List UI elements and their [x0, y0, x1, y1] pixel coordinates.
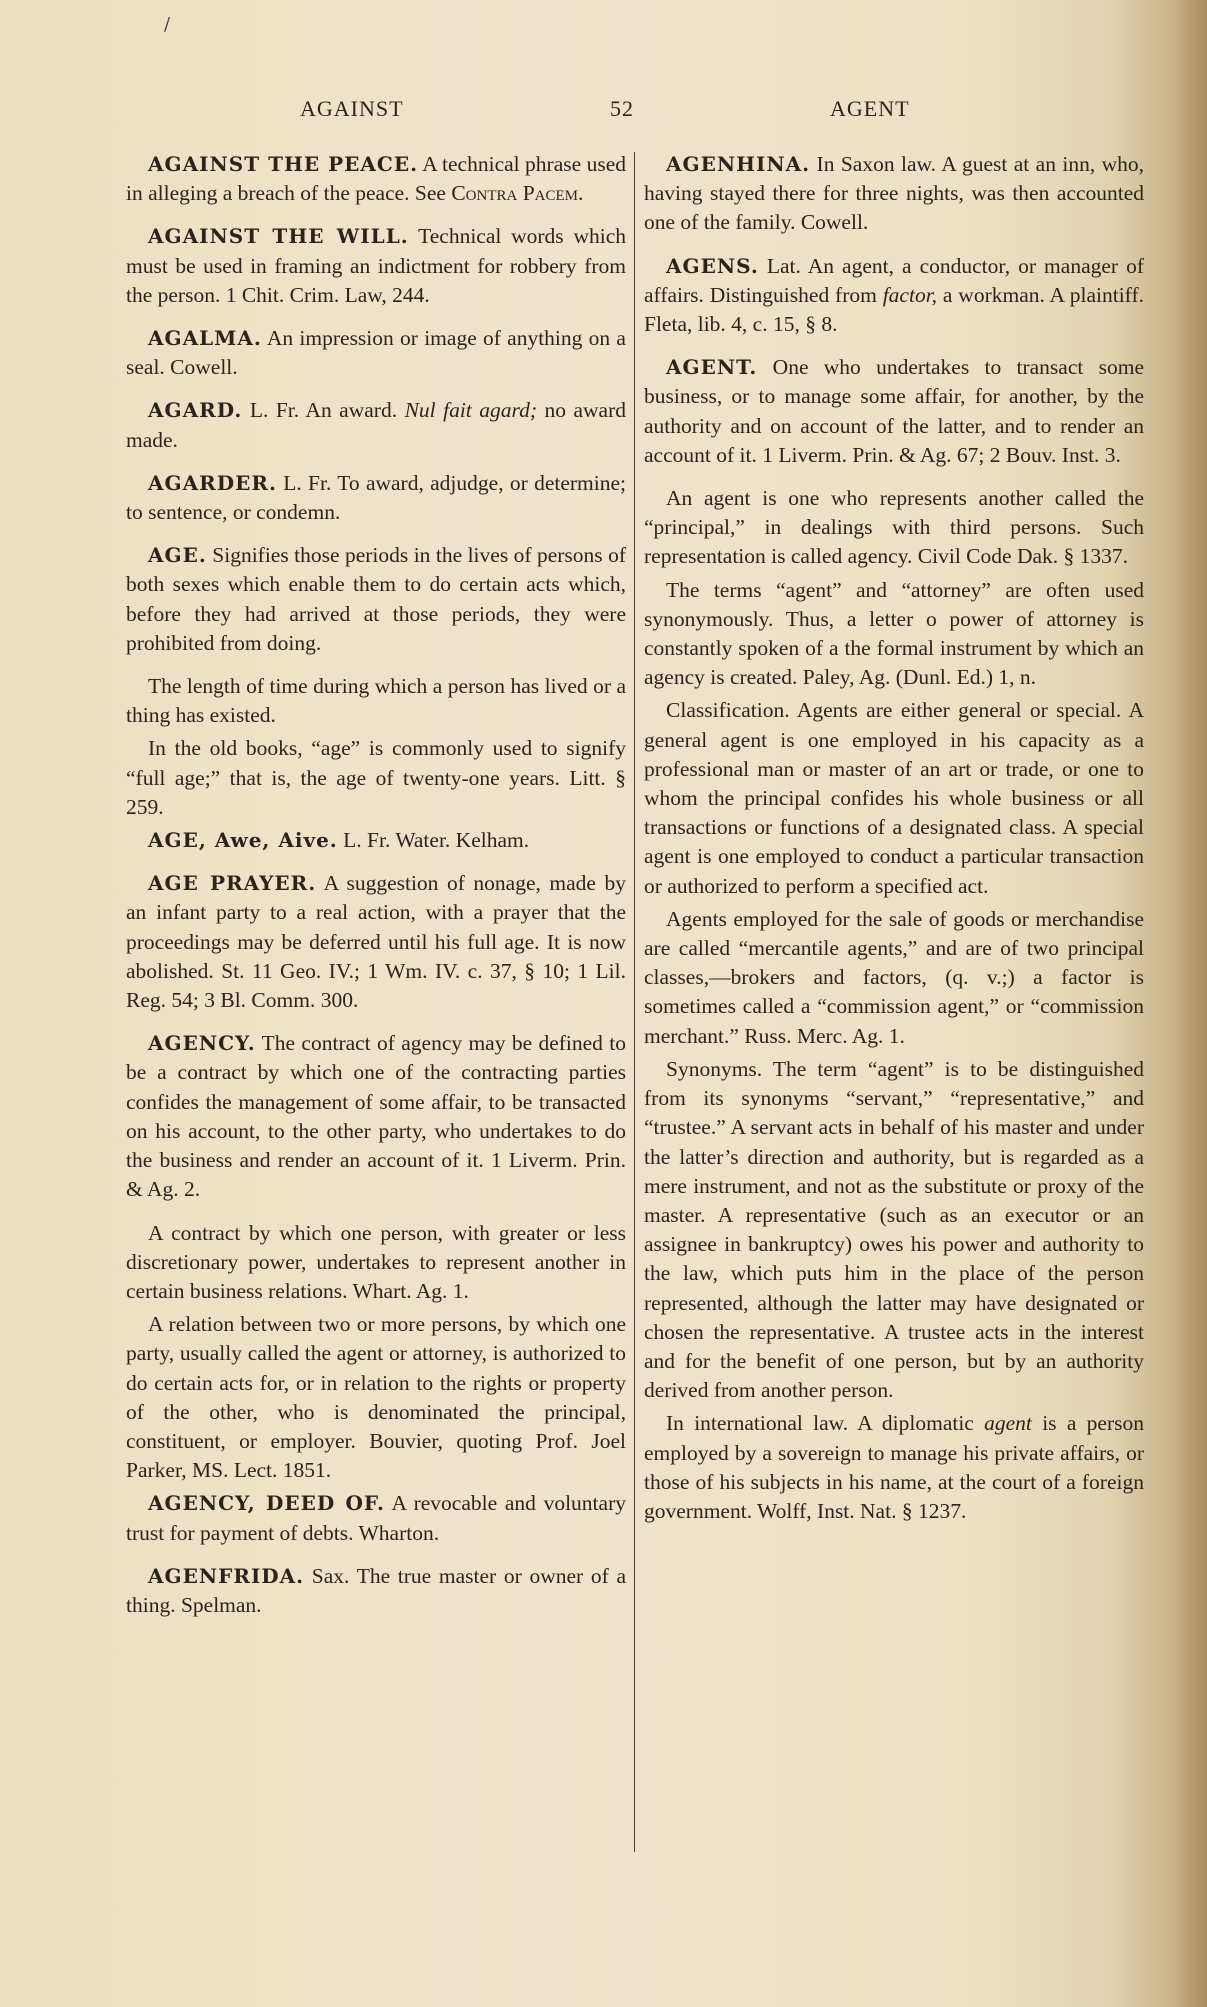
entry-text: no award made. [126, 398, 626, 452]
entry-headword: AGARD. [148, 398, 243, 423]
entry-text: L. Fr. Water. Kelham. [343, 828, 530, 853]
entry-paragraph [126, 734, 626, 822]
dictionary-entry [126, 396, 626, 454]
dictionary-entry [644, 252, 1144, 340]
entry-text: L. Fr. An award. [249, 398, 405, 423]
entry-text: A revocable and voluntary trust for payment of debts. Wharton. [126, 1491, 626, 1545]
entry-paragraph [644, 905, 1144, 1051]
dictionary-entry [126, 150, 626, 208]
entry-text: The contract of agency may be defined to be a contract by which one of the contracting parties confides the management of some affair, to be transacted on his account, to the other party, who undertakes to do the business and render an account of it. 1 Liverm. Prin. & Ag. 2. [126, 1031, 626, 1202]
entry-text: is a person employed by a sovereign to manage his private affairs, or those of his subjects in his name, at the court of a foreign government. Wolff, Inst. Nat. § 1237. [644, 1411, 1144, 1523]
dictionary-entry [126, 541, 626, 658]
pencil-mark: / [164, 14, 171, 35]
entry-paragraph [644, 1409, 1144, 1526]
entry-text: A technical phrase used in alleging a breach of the peace. See [126, 152, 626, 206]
header-right-guideword: AGENT [830, 96, 910, 121]
entry-text: The length of time during which a person has lived or a thing has existed. [126, 674, 626, 728]
entry-headword: AGENFRIDA. [148, 1563, 305, 1588]
dictionary-entry [126, 469, 626, 527]
entry-text: An agent is one who represents another called the “principal,” in dealings with third persons. Such representation is called agency. Civil Code Dak. § 1337. [644, 486, 1144, 569]
entry-headword: AGENHINA. [666, 152, 811, 176]
entry-text: An impression or image of anything on a seal. Cowell. [126, 326, 626, 380]
entry-italic-text: factor, [882, 282, 938, 307]
right-column [644, 150, 1144, 1530]
entry-headword: AGAINST THE PEACE. [148, 152, 419, 176]
entry-text: Sax. The true master or owner of a thing. Spelman. [126, 1563, 626, 1617]
dictionary-entry [126, 222, 626, 310]
entry-paragraph [126, 1310, 626, 1485]
header-left-guideword: AGAINST [300, 96, 404, 121]
entry-text: In Saxon law. A guest at an inn, who, having stayed there for three nights, was then accounted one of the family. Cowell. [644, 152, 1145, 235]
entry-headword: AGENCY. [148, 1031, 256, 1056]
page-number: 52 [610, 96, 634, 121]
page-header [140, 96, 1140, 126]
entry-paragraph [126, 1219, 626, 1307]
entry-text: Synonyms. The term “agent” is to be distinguished from its synonyms “servant,” “representative,” and “trustee.” A servant acts in behalf of his master and under the latter’s direction and authority, but is regarded as a mere instrument, and not as the substitute or proxy of the master. A representative (such as an executor or an assignee in bankruptcy) owes his power and authority to the law, which puts him in the place of the person represented, although the latter may have designated or chosen the representative. A trustee acts in the interest and for the benefit of one person, but by an authority derived from another person. [644, 1056, 1144, 1403]
entry-headword: AGE. [148, 543, 207, 568]
entry-paragraph [644, 1055, 1144, 1405]
entry-paragraph [644, 576, 1144, 693]
entry-headword: AGE PRAYER. [148, 871, 317, 896]
dictionary-entry [126, 324, 626, 382]
entry-text: A relation between two or more persons, by which one party, usually called the agent or attorney, is authorized to do certain acts for, or in relation to the rights or property of the other, who is denominated the principal, constituent, or employer. Bouvier, quoting Prof. Joel Parker, MS. Lect. 1851. [126, 1312, 626, 1483]
entry-paragraph [644, 484, 1144, 572]
left-column [126, 150, 626, 1634]
entry-headword: AGENS. [666, 253, 759, 278]
dictionary-entry [126, 826, 626, 855]
entry-text: a workman. A plaintiff. Fleta, lib. 4, c. 15, § 8. [644, 282, 1144, 337]
entry-text: In international law. A diplomatic [666, 1411, 985, 1436]
entry-headword: AGE, Awe, Aive. [148, 828, 338, 853]
entry-text: A suggestion of nonage, made by an infant party to a real action, with a prayer that the proceedings may be deferred until his full age. It is now abolished. St. 11 Geo. IV.; 1 Wm. IV. c. 37, § 10; 1 Lil. Reg. 54; 3 Bl. Comm. 300. [126, 871, 626, 1013]
entry-paragraph [126, 672, 626, 730]
entry-headword: AGALMA. [148, 326, 262, 351]
entry-text: Classification. Agents are either general or special. A general agent is one employed in his capacity as a professional man or master of an art or trade, or one to whom the principal confides his whole business or all transactions or functions of a designated class. A special agent is one employed to conduct a particular transaction or authorized to perform a specified act. [644, 698, 1144, 898]
entry-paragraph [644, 696, 1144, 900]
entry-text: One who undertakes to transact some business, or to manage some affair, for another, by the authority and on account of the latter, and to render an account of it. 1 Liverm. Prin. & Ag. 67; 2 Bouv. Inst. 3. [644, 355, 1144, 467]
entry-text: The terms “agent” and “attorney” are often used synonymously. Thus, a letter o power of attorney is constantly spoken of a the formal instrument by which an agency is created. Paley, Ag. (Dunl. Ed.) 1, n. [644, 577, 1144, 690]
column-divider [634, 152, 635, 1852]
entry-cross-reference: Contra Pacem. [451, 181, 584, 206]
dictionary-entry [644, 353, 1144, 470]
dictionary-entry [126, 1029, 626, 1204]
entry-headword: AGENCY, DEED OF. [148, 1491, 386, 1516]
dictionary-entry [126, 869, 626, 1015]
dictionary-entry [644, 150, 1144, 238]
entry-text: Lat. An agent, a conductor, or manager of affairs. Distinguished from [644, 253, 1145, 307]
entry-italic-text: agent [984, 1411, 1032, 1436]
dictionary-entry [126, 1562, 626, 1620]
entry-text: In the old books, “age” is commonly used to signify “full age;” that is, the age of twenty-one years. Litt. § 259. [126, 736, 626, 819]
entry-text: Technical words which must be used in framing an indictment for robbery from the person. 1 Chit. Crim. Law, 244. [126, 224, 626, 307]
entry-headword: AGARDER. [148, 470, 277, 495]
entry-italic-text: Nul fait agard; [404, 398, 537, 423]
entry-text: Signifies those periods in the lives of persons of both sexes which enable them to do certain acts which, before they had arrived at those periods, they were prohibited from doing. [126, 543, 627, 655]
entry-text: Agents employed for the sale of goods or merchandise are called “mercantile agents,” and are of two principal classes,—brokers and factors, (q. v.;) a factor is sometimes called a “commission agent,” or “commission merchant.” Russ. Merc. Ag. 1. [644, 906, 1144, 1048]
entry-headword: AGAINST THE WILL. [148, 224, 409, 249]
entry-headword: AGENT. [666, 355, 758, 380]
entry-text: A contract by which one person, with greater or less discretionary power, undertakes to represent another in certain business relations. Whart. Ag. 1. [126, 1220, 626, 1303]
entry-text: L. Fr. To award, adjudge, or determine; to sentence, or condemn. [126, 470, 627, 525]
dictionary-entry [126, 1489, 626, 1547]
